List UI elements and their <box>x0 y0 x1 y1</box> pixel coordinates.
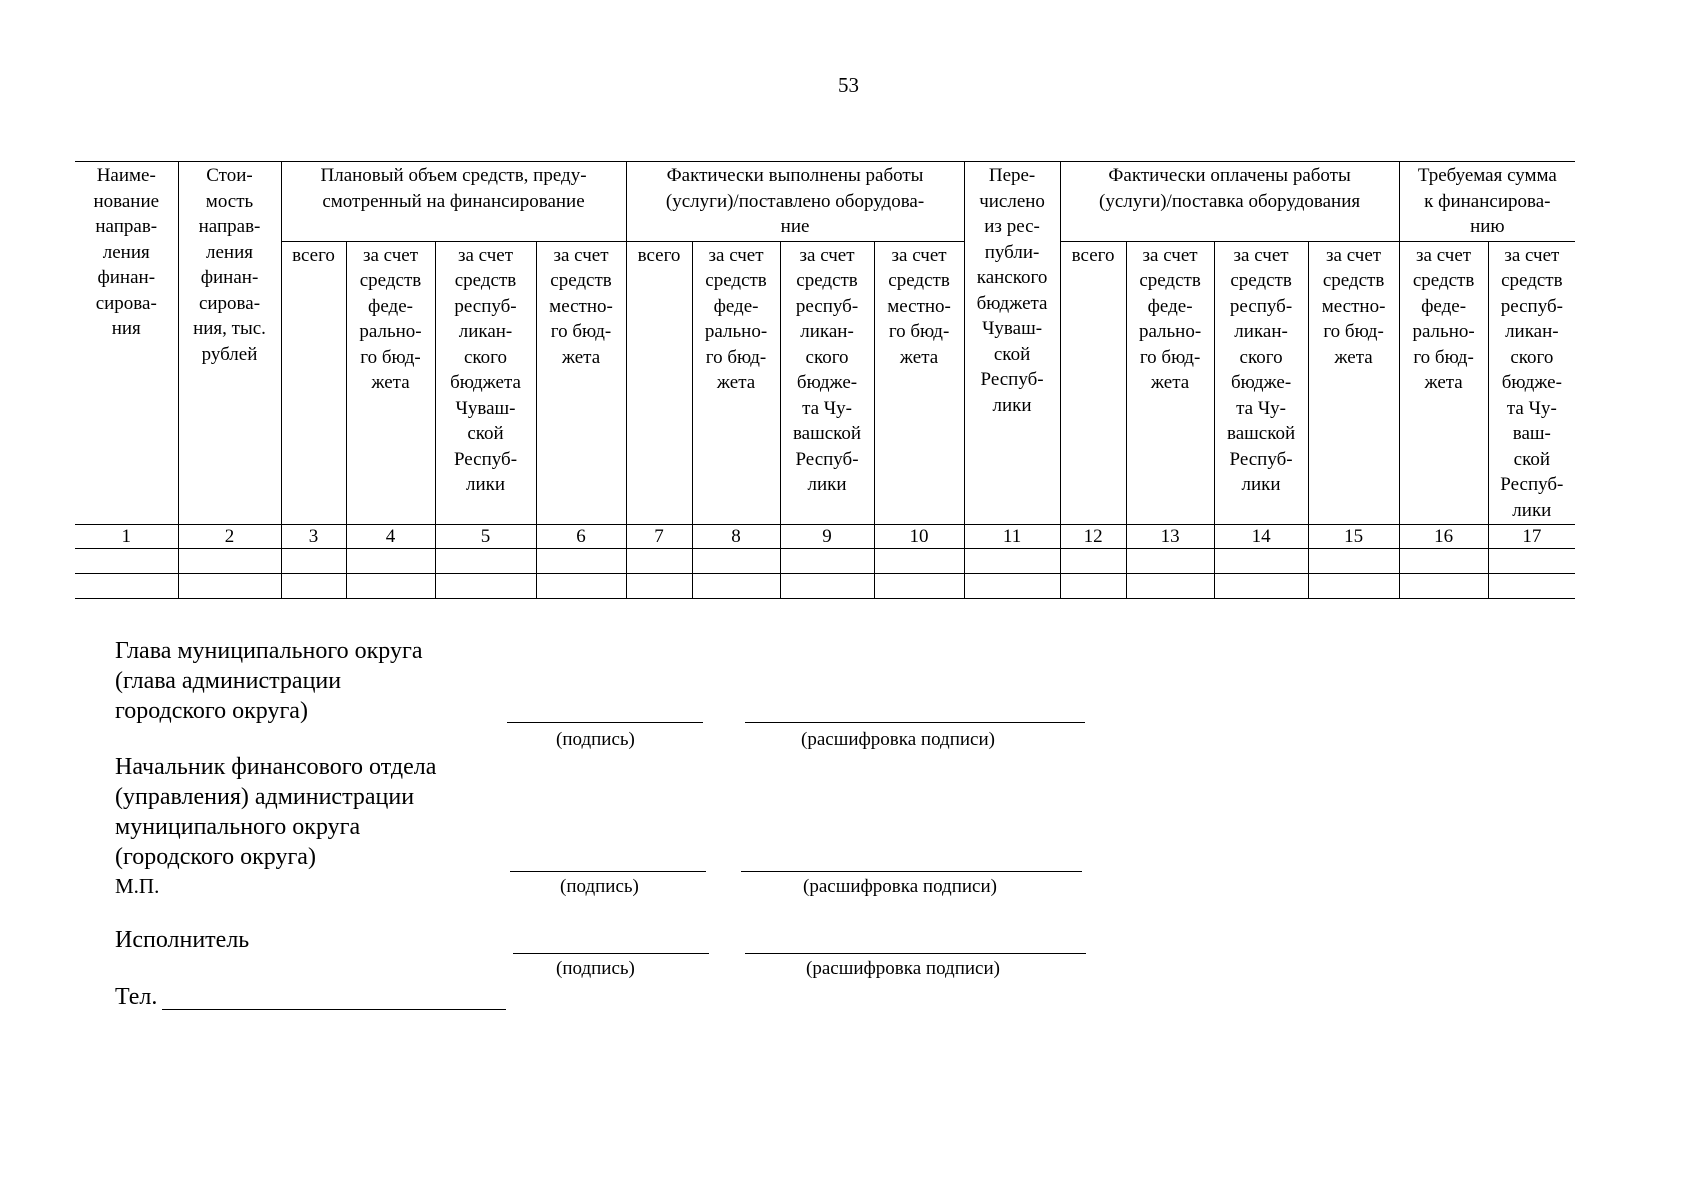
table-cell[interactable] <box>1126 574 1214 599</box>
phone-line[interactable] <box>162 1009 506 1010</box>
subheader-done-federal: за счет средств феде- рально- го бюд- жета <box>692 241 780 525</box>
header-required-sum: Требуемая сумма к финансирова- нию <box>1399 162 1575 242</box>
financing-report-table <box>75 161 1575 599</box>
executor-decoding-caption: (расшифровка подписи) <box>806 958 1000 979</box>
table-cell[interactable] <box>435 549 536 574</box>
table-row-empty <box>75 574 1575 599</box>
column-number: 13 <box>1126 525 1214 549</box>
table-cell[interactable] <box>435 574 536 599</box>
stamp-place-label: М.П. <box>115 874 160 898</box>
finance-signatory-title: Начальник финансового отдела (управления) администрации муниципального округа (городского округа) <box>115 754 437 870</box>
subheader-done-local: за счет средств местно- го бюд- жета <box>874 241 964 525</box>
table-cell[interactable] <box>1399 549 1488 574</box>
subheader-paid-total: всего <box>1060 241 1126 525</box>
head-signature-line[interactable] <box>507 722 703 723</box>
table-cell[interactable] <box>1488 549 1575 574</box>
subheader-paid-federal: за счет средств феде- рально- го бюд- жета <box>1126 241 1214 525</box>
subheader-done-total: всего <box>626 241 692 525</box>
table-cell[interactable] <box>626 574 692 599</box>
head-decoding-line[interactable] <box>745 722 1085 723</box>
finance-signature-line[interactable] <box>510 871 706 872</box>
table-cell[interactable] <box>536 549 626 574</box>
table-cell[interactable] <box>1214 574 1308 599</box>
table-cell[interactable] <box>874 549 964 574</box>
executor-label: Исполнитель <box>115 927 250 953</box>
table-cell[interactable] <box>75 549 178 574</box>
executor-signature-caption: (подпись) <box>556 958 635 979</box>
column-number: 7 <box>626 525 692 549</box>
column-number: 16 <box>1399 525 1488 549</box>
column-number-row <box>75 525 1575 549</box>
column-number: 5 <box>435 525 536 549</box>
table-cell[interactable] <box>1308 574 1399 599</box>
table-cell[interactable] <box>1488 574 1575 599</box>
column-number: 3 <box>281 525 346 549</box>
table-cell[interactable] <box>1126 549 1214 574</box>
header-direction-name: Наиме- нование направ- ления финан- сирова- ния <box>75 162 178 525</box>
phone-label: Тел. <box>115 984 158 1010</box>
table-cell[interactable] <box>178 574 281 599</box>
header-planned-funds: Плановый объем средств, преду- смотренный на финансирование <box>281 162 626 242</box>
table-cell[interactable] <box>1399 574 1488 599</box>
table-cell[interactable] <box>874 574 964 599</box>
finance-decoding-caption: (расшифровка подписи) <box>803 876 997 897</box>
subheader-planned-total: всего <box>281 241 346 525</box>
table-cell[interactable] <box>964 549 1060 574</box>
column-number: 14 <box>1214 525 1308 549</box>
head-signatory-title: Глава муниципального округа (глава администрации городского округа) <box>115 638 423 724</box>
table-cell[interactable] <box>780 549 874 574</box>
column-number: 8 <box>692 525 780 549</box>
table-header-row-2 <box>75 241 1575 525</box>
table-cell[interactable] <box>75 574 178 599</box>
head-decoding-caption: (расшифровка подписи) <box>801 729 995 750</box>
table-cell[interactable] <box>1214 549 1308 574</box>
head-signature-caption: (подпись) <box>556 729 635 750</box>
subheader-planned-local: за счет средств местно- го бюд- жета <box>536 241 626 525</box>
table-cell[interactable] <box>692 549 780 574</box>
subheader-planned-republican: за счет средств респуб- ликан- ского бюджета Чуваш- ской Респуб- лики <box>435 241 536 525</box>
table-cell[interactable] <box>1308 549 1399 574</box>
table-cell[interactable] <box>964 574 1060 599</box>
header-direction-cost: Стои- мость направ- ления финан- сирова- ния, тыс. рублей <box>178 162 281 525</box>
table-row-empty <box>75 549 1575 574</box>
table-cell[interactable] <box>346 549 435 574</box>
header-actually-completed: Фактически выполнены работы (услуги)/поставлено оборудова- ние <box>626 162 964 242</box>
table-cell[interactable] <box>780 574 874 599</box>
column-number: 1 <box>75 525 178 549</box>
column-number: 4 <box>346 525 435 549</box>
column-number: 10 <box>874 525 964 549</box>
header-actually-paid: Фактически оплачены работы (услуги)/поставка оборудования <box>1060 162 1399 242</box>
table-cell[interactable] <box>178 549 281 574</box>
column-number: 12 <box>1060 525 1126 549</box>
table-cell[interactable] <box>1060 574 1126 599</box>
column-number: 11 <box>964 525 1060 549</box>
table-cell[interactable] <box>281 549 346 574</box>
table-cell[interactable] <box>692 574 780 599</box>
table-cell[interactable] <box>346 574 435 599</box>
header-transferred-republican: Пере- числено из рес- публи- канского бюджета Чуваш- ской Респуб- лики <box>964 162 1060 525</box>
finance-signature-caption: (подпись) <box>560 876 639 897</box>
executor-decoding-line[interactable] <box>745 953 1086 954</box>
column-number: 9 <box>780 525 874 549</box>
table-cell[interactable] <box>536 574 626 599</box>
column-number: 6 <box>536 525 626 549</box>
finance-decoding-line[interactable] <box>741 871 1082 872</box>
table-header-row-1 <box>75 162 1575 242</box>
table-cell[interactable] <box>1060 549 1126 574</box>
column-number: 15 <box>1308 525 1399 549</box>
subheader-paid-local: за счет средств местно- го бюд- жета <box>1308 241 1399 525</box>
column-number: 17 <box>1488 525 1575 549</box>
page-number: 53 <box>838 73 859 97</box>
subheader-paid-republican: за счет средств респуб- ликан- ского бюдже- та Чу- вашской Респуб- лики <box>1214 241 1308 525</box>
subheader-planned-federal: за счет средств феде- рально- го бюд- жета <box>346 241 435 525</box>
column-number: 2 <box>178 525 281 549</box>
subheader-required-republican: за счет средств респуб- ликан- ского бюдже- та Чу- ваш- ской Респуб- лики <box>1488 241 1575 525</box>
executor-signature-line[interactable] <box>513 953 709 954</box>
subheader-done-republican: за счет средств респуб- ликан- ского бюдже- та Чу- вашской Респуб- лики <box>780 241 874 525</box>
table-cell[interactable] <box>281 574 346 599</box>
table-cell[interactable] <box>626 549 692 574</box>
subheader-required-federal: за счет средств феде- рально- го бюд- жета <box>1399 241 1488 525</box>
